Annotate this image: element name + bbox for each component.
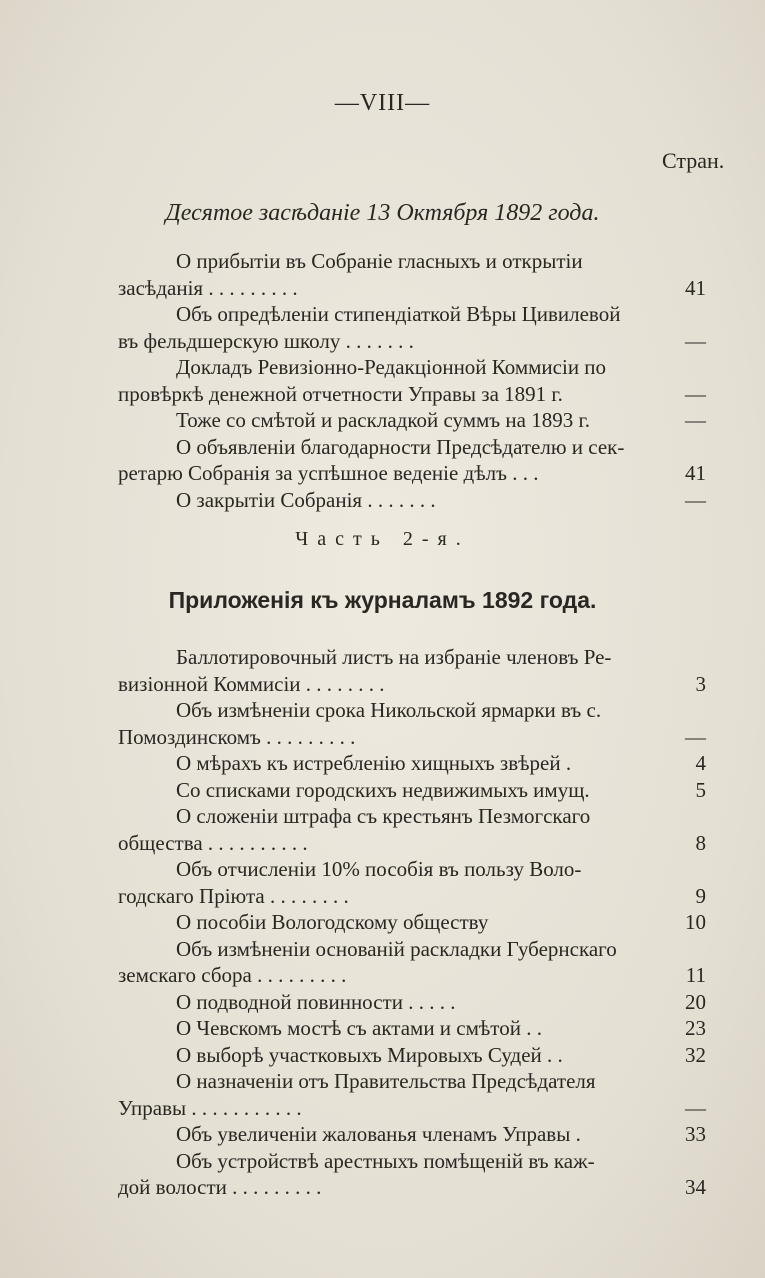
- entry-page: 33: [685, 1122, 706, 1146]
- toc-entry: [118, 1015, 714, 1042]
- toc-entry: [118, 856, 714, 909]
- entry-line: О Чевскомъ мостѣ съ актами и смѣтой . .: [176, 1016, 542, 1040]
- toc-entry: [118, 697, 714, 750]
- entry-page: 20: [685, 989, 706, 1014]
- toc-entry: [118, 407, 714, 434]
- toc-entry: [118, 803, 714, 856]
- entry-line: провѣркѣ денежной отчетности Управы за 1891 г.: [118, 381, 563, 406]
- toc-entry: [118, 936, 714, 989]
- entry-line: Объ измѣненіи срока Никольской ярмарки въ с.: [176, 698, 602, 722]
- entry-page: 4: [695, 751, 706, 775]
- entry-line: Объ отчисленіи 10% пособія въ пользу Воло-: [176, 857, 582, 881]
- entry-line: въ фельдшерскую школу . . . . . . .: [118, 328, 414, 353]
- entry-line: дой волости . . . . . . . . .: [118, 1175, 322, 1199]
- entry-page: —: [685, 1095, 706, 1120]
- toc-entry: [118, 989, 714, 1016]
- toc-entry: [118, 1068, 714, 1121]
- page-column-header: Стран.: [662, 148, 725, 173]
- entry-line: Со списками городскихъ недвижимыхъ имущ.: [176, 777, 590, 802]
- entry-line: визіонной Коммисіи . . . . . . . .: [118, 671, 385, 696]
- entry-line: общества . . . . . . . . . .: [118, 830, 308, 855]
- entry-line: засѣданія . . . . . . . . .: [118, 275, 298, 300]
- entry-line: Докладъ Ревизіонно-Редакціонной Коммисіи по: [176, 355, 607, 379]
- toc-entry: [118, 909, 714, 936]
- entry-line: Объ увеличеніи жалованья членамъ Управы .: [176, 1122, 581, 1146]
- entry-page: 23: [685, 1016, 706, 1040]
- entry-page: 41: [685, 461, 706, 485]
- entry-page: —: [685, 724, 706, 749]
- toc-entry: [118, 434, 714, 487]
- entry-line: ретарю Собранія за успѣшное веденіе дѣлъ . . .: [118, 461, 539, 485]
- entry-line: Помоздинскомъ . . . . . . . . .: [118, 724, 356, 749]
- entry-page: 9: [695, 883, 706, 908]
- part-heading: Часть 2-я.: [295, 528, 470, 550]
- toc-entry: [118, 248, 714, 301]
- entry-line: земскаго сбора . . . . . . . . .: [118, 963, 347, 987]
- entry-page: 10: [685, 910, 706, 934]
- appendix-entry-list: [118, 644, 714, 1201]
- entry-line: О прибытіи въ Собраніе гласныхъ и открытіи: [176, 249, 583, 273]
- entry-page: —: [685, 328, 706, 353]
- entry-page: 11: [685, 963, 706, 987]
- entry-line: Объ измѣненіи основаній раскладки Губернскаго: [176, 936, 617, 961]
- toc-entry: [118, 1121, 714, 1148]
- entry-line: Управы . . . . . . . . . . .: [118, 1095, 302, 1120]
- entry-page: —: [685, 408, 706, 432]
- toc-entry: [118, 301, 714, 354]
- entry-page: 5: [695, 777, 706, 802]
- entry-page: 8: [695, 830, 706, 855]
- entry-page: 32: [685, 1042, 706, 1067]
- page-number: —VIII—: [334, 90, 431, 116]
- entry-line: Объ опредѣленіи стипендіаткой Вѣры Цивилевой: [176, 302, 621, 326]
- entry-page: 41: [685, 275, 706, 300]
- toc-entry: [118, 750, 714, 777]
- entry-line: О сложеніи штрафа съ крестьянъ Пезмогскаго: [176, 804, 591, 828]
- entry-line: О пособіи Вологодскому обществу: [176, 910, 489, 934]
- entry-page: —: [685, 381, 706, 406]
- entry-line: О подводной повинности . . . . .: [176, 989, 456, 1014]
- toc-entry: [118, 354, 714, 407]
- entry-page: 3: [695, 671, 706, 696]
- toc-entry: [118, 777, 714, 804]
- entry-line: О назначеніи отъ Правительства Предсѣдателя: [176, 1069, 596, 1093]
- entry-line: О мѣрахъ къ истребленію хищныхъ звѣрей .: [176, 751, 572, 775]
- entry-page: —: [685, 487, 706, 512]
- entry-line: О выборѣ участковыхъ Мировыхъ Судей . .: [176, 1042, 563, 1067]
- entry-line: Баллотировочный листъ на избраніе членовъ Ре-: [176, 645, 612, 669]
- toc-entry: [118, 1148, 714, 1201]
- entry-line: О закрытіи Собранія . . . . . . .: [176, 487, 436, 512]
- entry-line: Тоже со смѣтой и раскладкой суммъ на 1893 г.: [176, 408, 590, 432]
- toc-entry: [118, 1042, 714, 1069]
- entry-line: Объ устройствѣ арестныхъ помѣщеній въ каж-: [176, 1148, 595, 1173]
- entry-page: 34: [685, 1175, 706, 1199]
- toc-entry: [118, 487, 714, 514]
- entry-line: годскаго Пріюта . . . . . . . .: [118, 883, 349, 908]
- entry-line: О объявленіи благодарности Предсѣдателю и сек-: [176, 434, 625, 459]
- section-entry-list: [118, 248, 714, 513]
- appendix-title: Приложенія къ журналамъ 1892 года.: [168, 587, 597, 613]
- section-title: Десятое засѣданіе 13 Октября 1892 года.: [165, 200, 600, 226]
- toc-entry: [118, 644, 714, 697]
